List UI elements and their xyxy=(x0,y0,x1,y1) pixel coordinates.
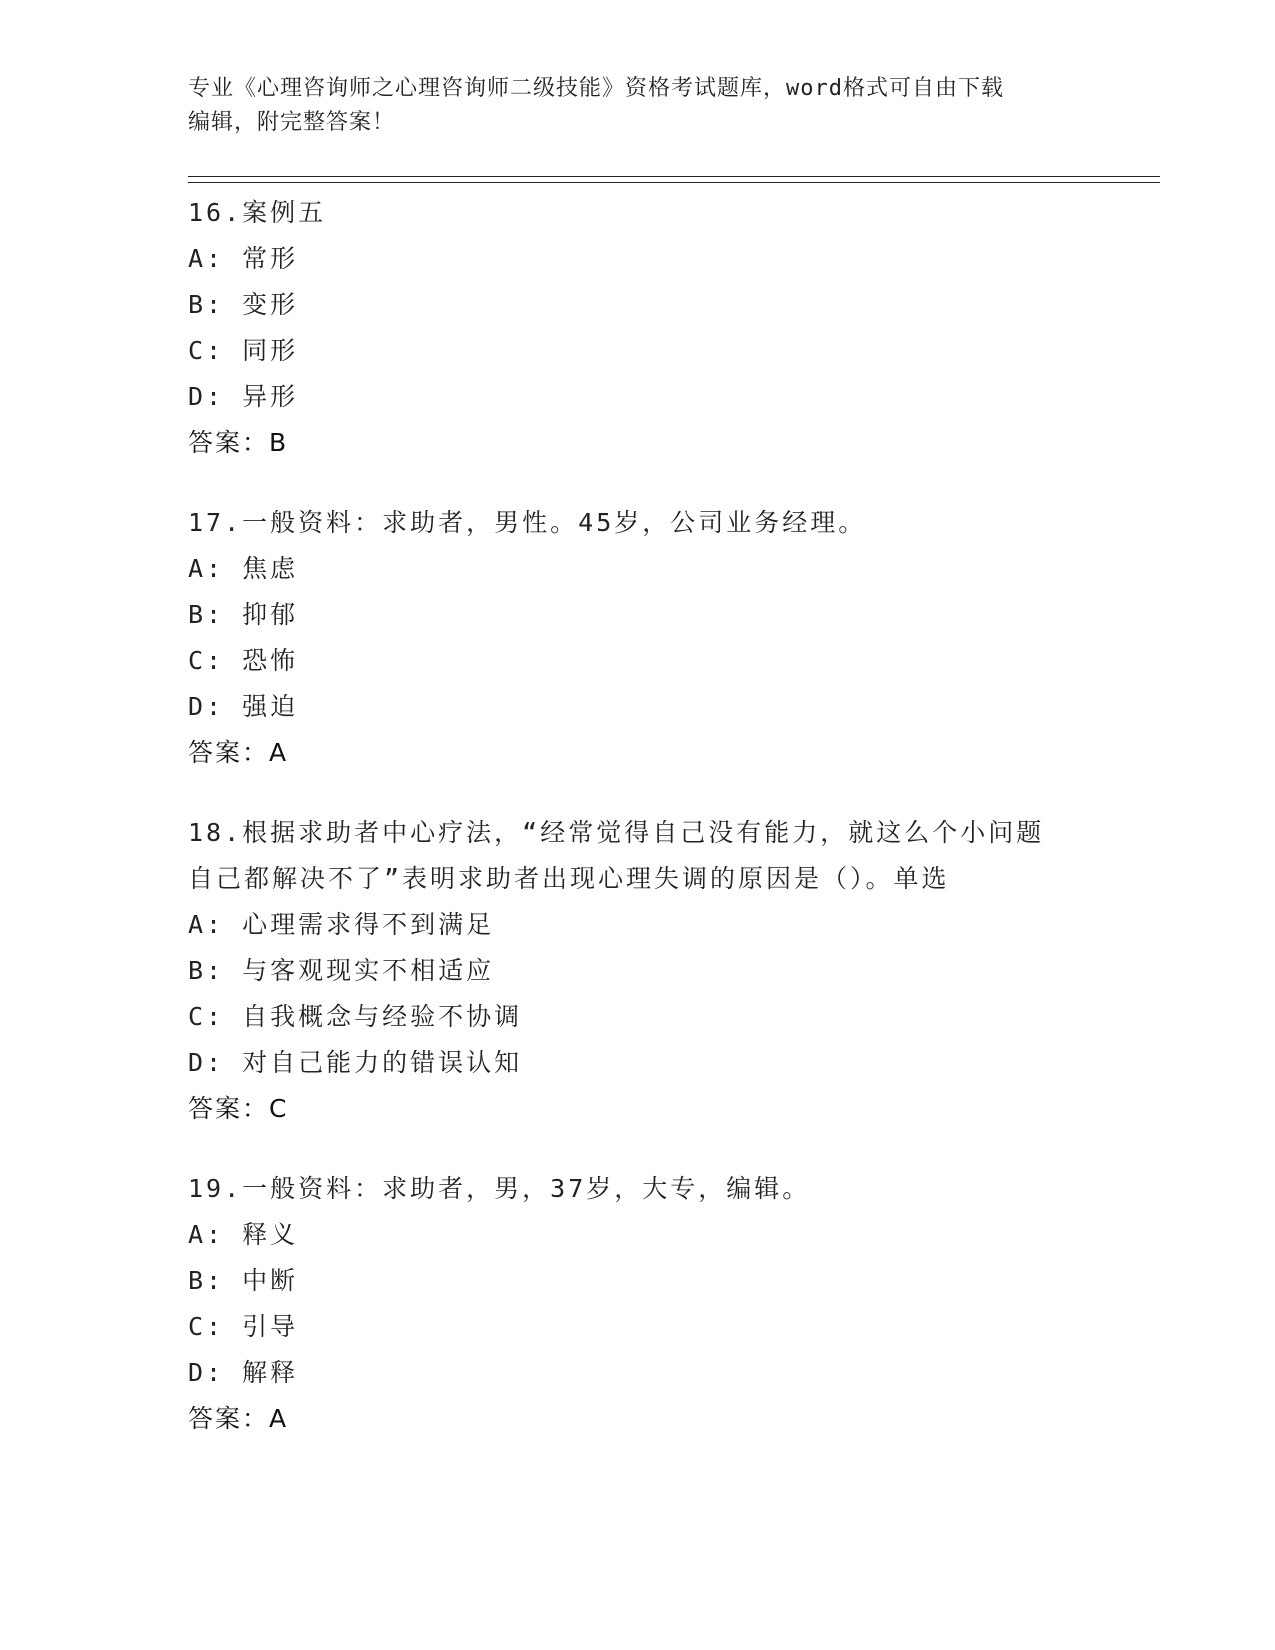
option-d: D: 异形 xyxy=(188,382,299,411)
header-divider-bottom xyxy=(188,182,1160,183)
header-divider-top xyxy=(188,176,1160,177)
answer-line: 答案：C xyxy=(188,1094,289,1123)
answer-line: 答案：A xyxy=(188,1404,289,1433)
option-a: A: 焦虑 xyxy=(188,554,299,583)
option-a: A: 释义 xyxy=(188,1220,299,1249)
answer-line: 答案：A xyxy=(188,738,289,767)
option-b: B: 与客观现实不相适应 xyxy=(188,956,495,985)
option-b: B: 抑郁 xyxy=(188,600,299,629)
question-18 xyxy=(188,810,1148,1132)
question-17 xyxy=(188,500,1148,776)
option-c: C: 引导 xyxy=(188,1312,299,1341)
question-stem xyxy=(188,810,1148,902)
question-stem-line: 17.一般资料：求助者，男性。45岁，公司业务经理。 xyxy=(188,508,867,537)
option-a: A: 常形 xyxy=(188,244,299,273)
option-b: B: 变形 xyxy=(188,290,299,319)
question-stem xyxy=(188,190,1148,236)
option-d: D: 解释 xyxy=(188,1358,299,1387)
option-c: C: 恐怖 xyxy=(188,646,299,675)
option-c: C: 自我概念与经验不协调 xyxy=(188,1002,523,1031)
question-stem xyxy=(188,1166,1148,1212)
question-list xyxy=(188,190,1148,1476)
answer-line: 答案：B xyxy=(188,428,289,457)
question-stem xyxy=(188,500,1148,546)
header-line-2: 编辑，附完整答案！ xyxy=(188,110,396,135)
question-19 xyxy=(188,1166,1148,1442)
option-a: A: 心理需求得不到满足 xyxy=(188,910,495,939)
question-stem-line: 自己都解决不了”表明求助者出现心理失调的原因是（）。单选 xyxy=(188,864,950,893)
question-stem-line: 18.根据求助者中心疗法，“经常觉得自己没有能力，就这么个小问题 xyxy=(188,818,1045,847)
option-d: D: 强迫 xyxy=(188,692,299,721)
option-d: D: 对自己能力的错误认知 xyxy=(188,1048,523,1077)
question-stem-line: 16.案例五 xyxy=(188,198,327,227)
question-16 xyxy=(188,190,1148,466)
option-c: C: 同形 xyxy=(188,336,299,365)
header-line-1: 专业《心理咨询师之心理咨询师二级技能》资格考试题库，word格式可自由下载 xyxy=(188,76,1004,101)
document-header xyxy=(188,72,1088,140)
question-stem-line: 19.一般资料：求助者，男，37岁，大专，编辑。 xyxy=(188,1174,811,1203)
option-b: B: 中断 xyxy=(188,1266,299,1295)
